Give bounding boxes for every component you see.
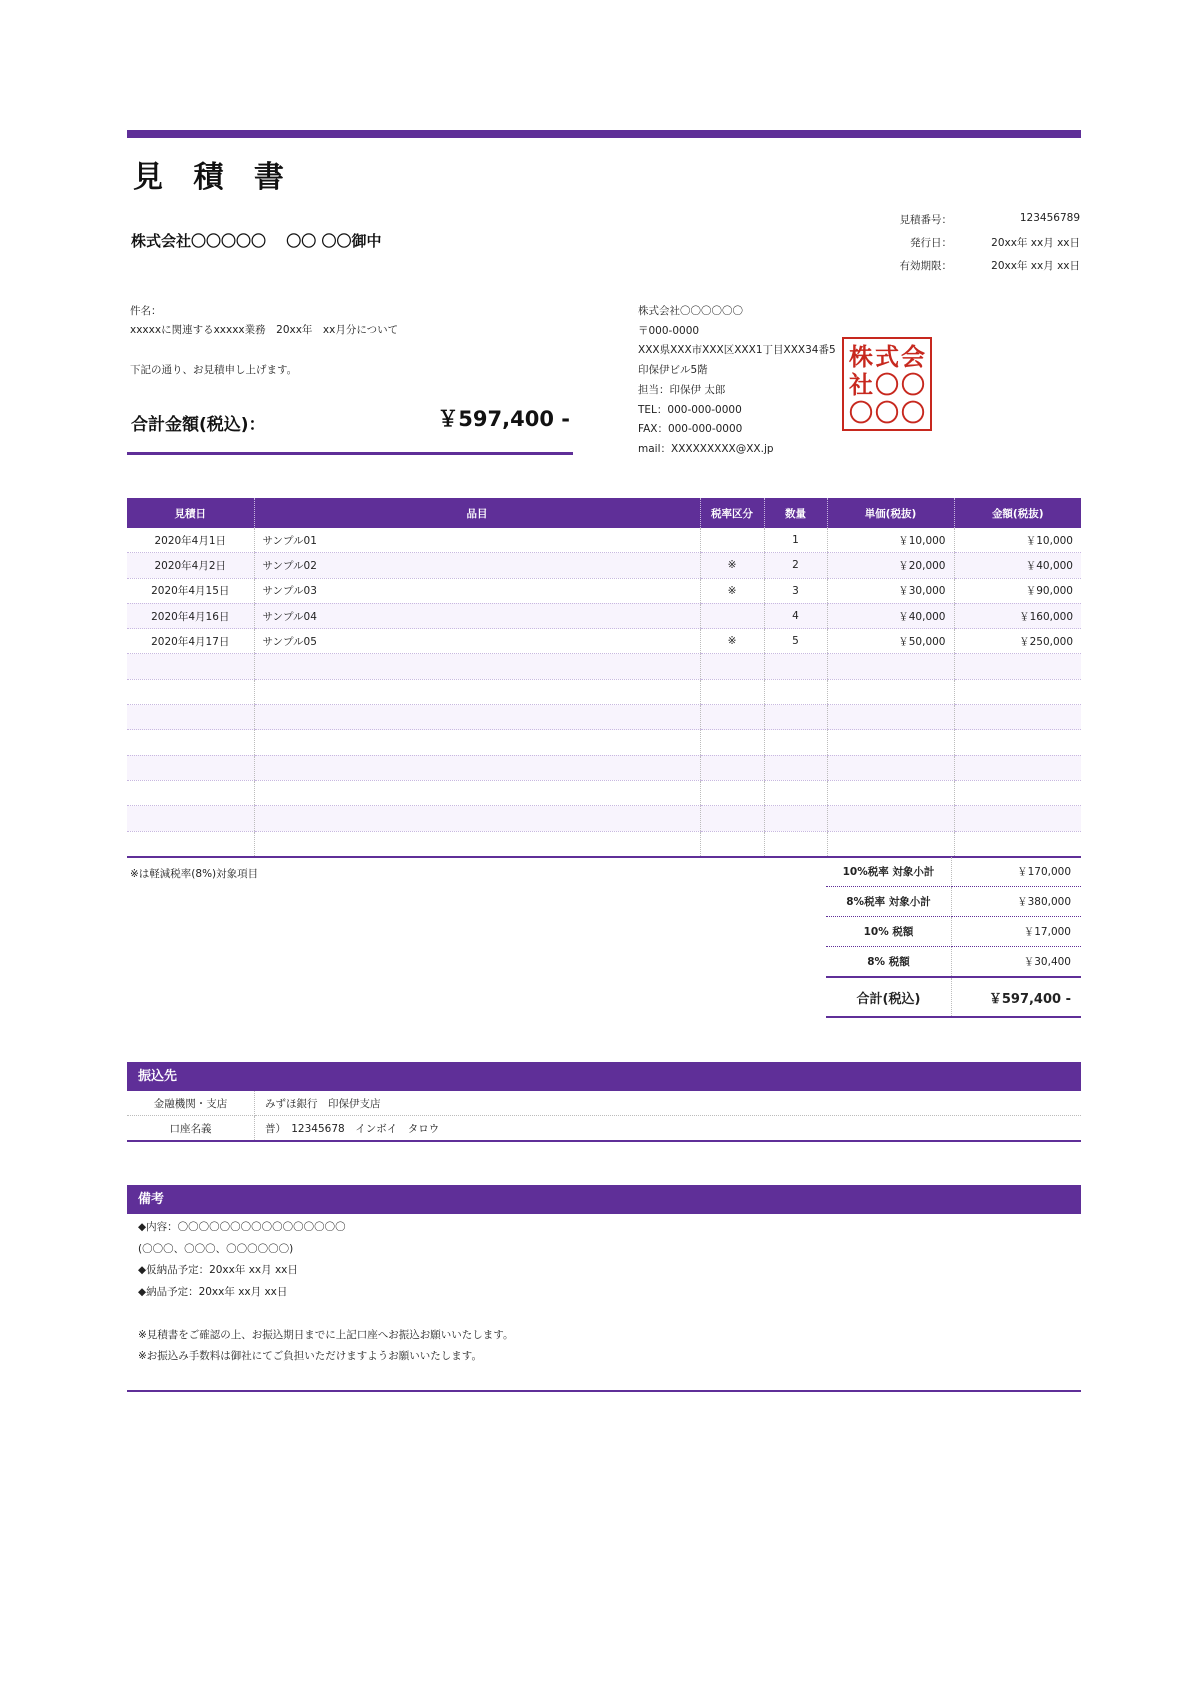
cell-item [254,755,700,780]
cell-tax-class [700,679,764,704]
total-amount-label: 合計金額(税込)： [131,415,266,435]
table-row [127,603,1081,628]
seal-char: 〇 [901,398,925,427]
table-row [127,629,1081,654]
cell-amount [954,806,1081,831]
summary-row [826,857,1081,887]
cell-qty [764,755,827,780]
summary-label: 10%税率 対象小計 [826,857,952,887]
header-amount: 金額(税抜) [954,498,1081,528]
remarks-line: ◆納品予定：20xx年 xx月 xx日 [138,1285,288,1298]
cell-date [127,806,254,831]
issuer-tel: TEL：000-000-0000 [638,403,742,416]
bank-section-heading: 振込先 [127,1062,1081,1091]
cell-date [127,780,254,805]
cell-amount [954,679,1081,704]
summary-label: 10% 税額 [826,917,952,947]
header-accent-bar [127,130,1081,138]
remarks-line: ※見積書をご確認の上、お振込期日までに上記口座へお振込お願いいたします。 [138,1328,514,1341]
cell-amount: ￥160,000 [954,603,1081,628]
summary-label: 8%税率 対象小計 [826,887,952,917]
seal-char: 〇 [875,370,899,399]
cell-unit-price [827,780,954,805]
remarks-line: ◆仮納品予定：20xx年 xx月 xx日 [138,1264,298,1276]
seal-char: 会 [901,342,925,371]
estimate-number: 123456789 [1019,212,1080,224]
table-row [127,730,1081,755]
table-row [127,679,1081,704]
remarks-line: ※お振込み手数料は御社にてご負担いただけますようお願いいたします。 [138,1350,482,1362]
bank-row [127,1091,1081,1116]
cell-item [254,806,700,831]
cell-tax-class: ※ [700,578,764,603]
bank-label: 金融機関・支店 [127,1091,255,1116]
cell-amount: ￥40,000 [954,553,1081,578]
bank-row [127,1116,1081,1142]
reduced-tax-note: ※は軽減税率(8%)対象項目 [130,868,259,880]
cell-date: 2020年4月16日 [127,603,254,628]
cell-date [127,654,254,679]
summary-value: ￥30,400 [952,947,1082,978]
cell-unit-price [827,831,954,857]
cell-tax-class [700,603,764,628]
issue-date-row [870,235,1080,258]
issuer-zip: 〒000-0000 [638,324,700,337]
seal-char: 株 [849,342,873,371]
line-items-table [127,498,1081,858]
cell-unit-price [827,730,954,755]
cell-unit-price [827,705,954,730]
cell-qty: 3 [764,578,827,603]
table-row [127,528,1081,553]
cell-tax-class [700,730,764,755]
table-row [127,654,1081,679]
cell-qty [764,806,827,831]
cell-item: サンプル04 [254,603,700,628]
cell-qty: 1 [764,528,827,553]
cell-amount [954,755,1081,780]
cell-item: サンプル03 [254,578,700,603]
cell-amount [954,831,1081,857]
cell-unit-price: ￥20,000 [827,553,954,578]
company-seal-stamp [842,337,932,431]
total-underline [127,452,573,455]
expiry-date-row [870,258,1080,281]
seal-char: 〇 [849,398,873,427]
issuer-person: 担当：印保伊 太郎 [638,383,726,396]
footer-line [127,1390,1081,1392]
header-qty: 数量 [764,498,827,528]
cell-qty [764,831,827,857]
cell-unit-price: ￥50,000 [827,629,954,654]
cell-tax-class [700,780,764,805]
summary-row [826,947,1081,978]
seal-char: 〇 [901,370,925,399]
bank-value: みずほ銀行 印保伊支店 [255,1091,1082,1116]
cell-unit-price [827,806,954,831]
expiry-date-label: 有効期限： [899,260,952,272]
header-date: 見積日 [127,498,254,528]
grand-total-label: 合計(税込) [826,977,952,1017]
cell-amount [954,705,1081,730]
header-item: 品目 [254,498,700,528]
cell-unit-price: ￥30,000 [827,578,954,603]
cell-tax-class [700,755,764,780]
cell-date [127,730,254,755]
cell-qty: 5 [764,629,827,654]
tax-summary-table [826,857,1081,1018]
issue-date: 20xx年 xx月 xx日 [991,237,1080,249]
table-row [127,780,1081,805]
cell-qty: 4 [764,603,827,628]
seal-characters [848,343,926,425]
remarks-line: (〇〇〇、〇〇〇、〇〇〇〇〇〇) [138,1242,294,1255]
cell-tax-class [700,654,764,679]
line-items-header [127,498,1081,528]
expiry-date: 20xx年 xx月 xx日 [991,260,1080,272]
seal-char: 〇 [875,398,899,427]
cell-amount: ￥90,000 [954,578,1081,603]
cell-unit-price: ￥40,000 [827,603,954,628]
cell-tax-class [700,528,764,553]
cell-qty [764,679,827,704]
remarks-text [138,1217,513,1368]
cell-date: 2020年4月17日 [127,629,254,654]
cell-tax-class: ※ [700,629,764,654]
cell-date: 2020年4月15日 [127,578,254,603]
cell-qty [764,705,827,730]
total-amount-value: ￥597,400 - [437,407,570,431]
cell-tax-class: ※ [700,553,764,578]
cell-amount [954,780,1081,805]
issuer-company: 株式会社〇〇〇〇〇〇 [638,305,743,317]
table-row [127,553,1081,578]
cell-item [254,780,700,805]
summary-row [826,887,1081,917]
summary-row [826,917,1081,947]
remarks-section-heading: 備考 [127,1185,1081,1214]
table-row [127,806,1081,831]
cell-date [127,755,254,780]
cell-unit-price: ￥10,000 [827,528,954,553]
cell-unit-price [827,654,954,679]
issuer-mail: mail：XXXXXXXXX@XX.jp [638,442,774,455]
table-row [127,578,1081,603]
bank-label: 口座名義 [127,1116,255,1142]
cell-item: サンプル05 [254,629,700,654]
issuer-info [638,302,836,460]
summary-value: ￥17,000 [952,917,1082,947]
cell-tax-class [700,831,764,857]
grand-total-row [826,977,1081,1017]
cell-amount [954,654,1081,679]
greeting-text: 下記の通り、お見積申し上げます。 [130,364,298,376]
cell-qty [764,780,827,805]
header-unit-price: 単価(税抜) [827,498,954,528]
subject-text: xxxxxに関連するxxxxx業務 20xx年 xx月分について [130,324,399,336]
cell-amount [954,730,1081,755]
line-items-body [127,528,1081,857]
summary-label: 8% 税額 [826,947,952,978]
cell-tax-class [700,806,764,831]
issuer-building: 印保伊ビル5階 [638,364,708,377]
table-row [127,705,1081,730]
cell-item [254,705,700,730]
document-title: 見 積 書 [133,160,294,195]
issuer-address: XXX県XXX市XXX区XXX1丁目XXX34番5 [638,344,836,357]
cell-item: サンプル01 [254,528,700,553]
subject-label: 件名： [130,305,162,317]
seal-char: 式 [875,342,899,371]
cell-date [127,831,254,857]
seal-char: 社 [849,370,873,399]
cell-item: サンプル02 [254,553,700,578]
header-tax-class: 税率区分 [700,498,764,528]
remarks-line: ◆内容：〇〇〇〇〇〇〇〇〇〇〇〇〇〇〇〇 [138,1221,346,1233]
table-row [127,755,1081,780]
cell-qty: 2 [764,553,827,578]
cell-date: 2020年4月2日 [127,553,254,578]
issuer-fax: FAX：000-000-0000 [638,423,743,436]
cell-date [127,679,254,704]
cell-item [254,654,700,679]
estimate-number-row [870,212,1080,235]
cell-date: 2020年4月1日 [127,528,254,553]
cell-item [254,679,700,704]
cell-qty [764,654,827,679]
summary-value: ￥170,000 [952,857,1082,887]
cell-amount: ￥250,000 [954,629,1081,654]
cell-date [127,705,254,730]
grand-total-value: ￥597,400 - [952,977,1082,1017]
estimate-meta [870,212,1080,281]
cell-qty [764,730,827,755]
cell-amount: ￥10,000 [954,528,1081,553]
table-row [127,831,1081,857]
cell-item [254,730,700,755]
bank-table [127,1091,1081,1142]
cell-tax-class [700,705,764,730]
summary-value: ￥380,000 [952,887,1082,917]
bank-value: 普） 12345678 インボイ タロウ [255,1116,1082,1142]
remarks-line [138,1303,513,1325]
recipient-name: 株式会社〇〇〇〇〇 〇〇 〇〇御中 [131,232,382,250]
cell-unit-price [827,679,954,704]
estimate-number-label: 見積番号： [899,214,952,226]
cell-item [254,831,700,857]
issue-date-label: 発行日： [910,237,952,249]
cell-unit-price [827,755,954,780]
